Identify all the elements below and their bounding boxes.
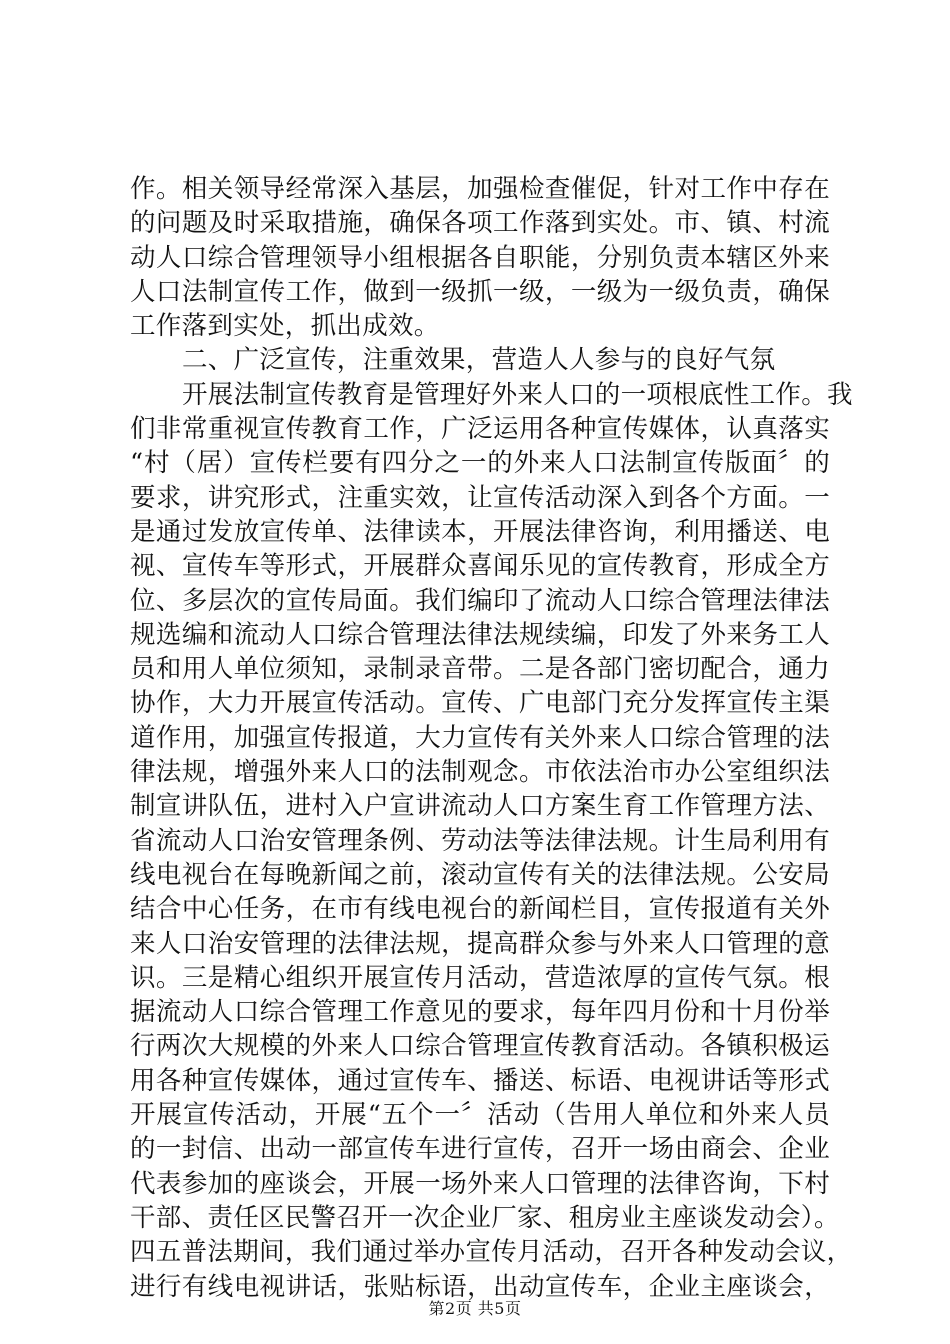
paragraph-line: 视、宣传车等形式，开展群众喜闻乐见的宣传教育，形成全方 — [130, 551, 830, 582]
paragraph-line: 人口法制宣传工作，做到一级抓一级，一级为一级负责，确保 — [130, 276, 830, 307]
paragraph-line: 据流动人口综合管理工作意见的要求，每年四月份和十月份举 — [130, 997, 830, 1028]
paragraph-line: 四五普法期间，我们通过举办宣传月活动，召开各种发动会议， — [130, 1237, 853, 1268]
paragraph-line: 协作，大力开展宣传活动。宣传、广电部门充分发挥宣传主渠 — [130, 688, 830, 719]
section-heading: 二、广泛宣传，注重效果，营造人人参与的良好气氛 — [182, 345, 776, 376]
paragraph-line: 规选编和流动人口综合管理法律法规续编，印发了外来务工人 — [130, 619, 830, 650]
paragraph-line: 的一封信、出动一部宣传车进行宣传，召开一场由商会、企业 — [130, 1134, 830, 1165]
paragraph-line: 道作用，加强宣传报道，大力宣传有关外来人口综合管理的法 — [130, 722, 830, 753]
paragraph-line: 的问题及时采取措施，确保各项工作落到实处。市、镇、村流 — [130, 208, 830, 239]
paragraph-line: 进行有线电视讲话，张贴标语，出动宣传车，企业主座谈会， — [130, 1271, 830, 1302]
paragraph-line: 动人口综合管理领导小组根据各自职能，分别负责本辖区外来 — [130, 242, 830, 273]
paragraph-line: 结合中心任务，在市有线电视台的新闻栏目，宣传报道有关外 — [130, 894, 830, 925]
paragraph-line: 律法规，增强外来人口的法制观念。市依法治市办公室组织法 — [130, 757, 830, 788]
paragraph-line: 员和用人单位须知，录制录音带。二是各部门密切配合，通力 — [130, 654, 830, 685]
paragraph-line: 行两次大规模的外来人口综合管理宣传教育活动。各镇积极运 — [130, 1031, 830, 1062]
paragraph-line: 是通过发放宣传单、法律读本，开展法律咨询，利用播送、电 — [130, 516, 830, 547]
document-body — [130, 172, 853, 1304]
paragraph-line: 线电视台在每晚新闻之前，滚动宣传有关的法律法规。公安局 — [130, 859, 830, 890]
paragraph-line: 识。三是精心组织开展宣传月活动，营造浓厚的宣传气氛。根 — [130, 962, 830, 993]
page-number-footer: 第2页 共5页 — [428, 1299, 522, 1318]
paragraph-line: 来人口治安管理的法律法规，提高群众参与外来人口管理的意 — [130, 928, 830, 959]
paragraph-line: “村（居）宣传栏要有四分之一的外来人口法制宣传版面〞的 — [130, 448, 830, 479]
paragraph-line: 工作落到实处，抓出成效。 — [130, 311, 440, 342]
paragraph-line: 制宣讲队伍，进村入户宣讲流动人口方案生育工作管理方法、 — [130, 791, 830, 822]
paragraph-line: 作。相关领导经常深入基层，加强检查催促，针对工作中存在 — [130, 174, 830, 204]
paragraph-line: 位、多层次的宣传局面。我们编印了流动人口综合管理法律法 — [130, 585, 830, 616]
paragraph-line: 干部、责任区民警召开一次企业厂家、租房业主座谈发动会）。 — [130, 1202, 840, 1233]
paragraph-line: 用各种宣传媒体，通过宣传车、播送、标语、电视讲话等形式 — [130, 1065, 830, 1096]
paragraph-line: 省流动人口治安管理条例、劳动法等法律法规。计生局利用有 — [130, 825, 830, 856]
paragraph-line: 开展宣传活动，开展“五个一〞活动（告用人单位和外来人员 — [130, 1100, 830, 1131]
paragraph-line: 开展法制宣传教育是管理好外来人口的一项根底性工作。我 — [182, 379, 853, 410]
paragraph-line: 代表参加的座谈会，开展一场外来人口管理的法律咨询，下村 — [130, 1168, 830, 1199]
paragraph-line: 要求，讲究形式，注重实效，让宣传活动深入到各个方面。一 — [130, 482, 830, 513]
paragraph-line: 们非常重视宣传教育工作，广泛运用各种宣传媒体，认真落实 — [130, 414, 830, 445]
